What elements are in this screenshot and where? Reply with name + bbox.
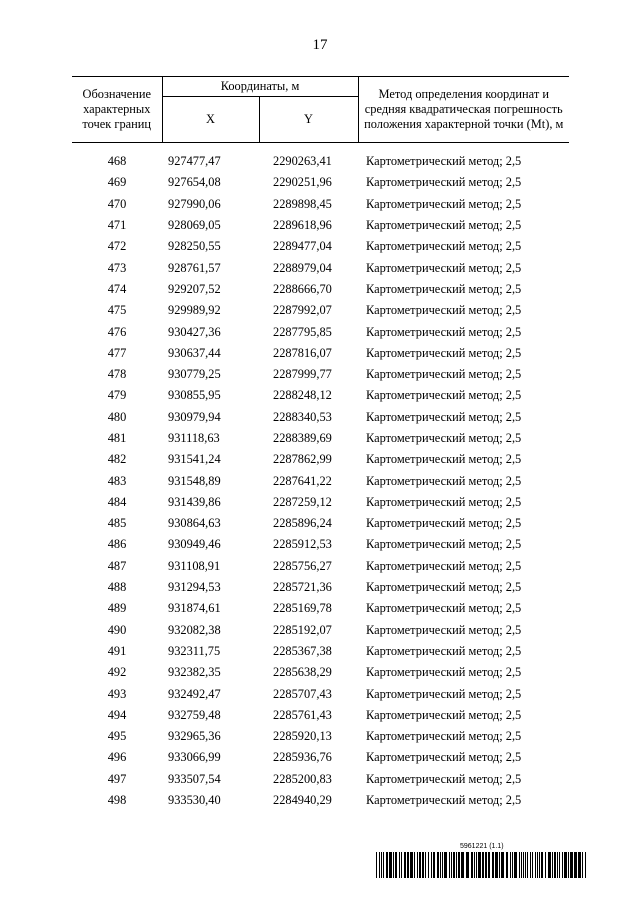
x-coordinate-cell: 929207,52 [168, 281, 221, 296]
point-id-cell: 479 [107, 388, 127, 403]
y-coordinate-cell: 2285756,27 [273, 558, 332, 573]
y-coordinate-cell: 2285638,29 [273, 665, 332, 680]
method-cell: Картометрический метод; 2,5 [366, 388, 522, 403]
header-y: Y [259, 97, 358, 143]
y-coordinate-cell: 2285912,53 [273, 537, 332, 552]
x-coordinate-cell: 932311,75 [168, 643, 221, 658]
method-cell: Картометрический метод; 2,5 [366, 367, 522, 382]
method-cell: Картометрический метод; 2,5 [366, 558, 522, 573]
x-coordinate-cell: 933530,40 [168, 793, 221, 808]
table-row [72, 598, 569, 619]
y-coordinate-cell: 2287862,99 [273, 452, 332, 467]
table-row [72, 620, 569, 641]
point-id-cell: 475 [107, 303, 127, 318]
method-cell: Картометрический метод; 2,5 [366, 601, 522, 616]
y-coordinate-cell: 2288340,53 [273, 409, 332, 424]
method-cell: Картометрический метод; 2,5 [366, 494, 522, 509]
x-coordinate-cell: 931118,63 [168, 431, 220, 445]
x-coordinate-cell: 932382,35 [168, 665, 221, 680]
method-cell: Картометрический метод; 2,5 [366, 409, 522, 424]
header-x: X [162, 97, 259, 143]
point-id-cell: 468 [107, 154, 127, 169]
y-coordinate-cell: 2289618,96 [273, 218, 332, 233]
y-coordinate-cell: 2288389,69 [273, 431, 332, 445]
table-header [72, 77, 569, 143]
point-id-cell: 483 [107, 473, 127, 488]
table-row [72, 662, 569, 683]
table-row [72, 747, 569, 768]
point-id-cell: 487 [107, 558, 127, 573]
x-coordinate-cell: 928250,55 [168, 239, 221, 254]
method-cell: Картометрический метод; 2,5 [366, 175, 522, 190]
y-coordinate-cell: 2288248,12 [273, 388, 332, 403]
point-id-cell: 477 [107, 345, 127, 360]
table-row [72, 321, 569, 342]
table-row [72, 172, 569, 193]
x-coordinate-cell: 931541,24 [168, 452, 221, 467]
y-coordinate-cell: 2289898,45 [273, 196, 332, 211]
point-id-cell: 496 [107, 750, 127, 765]
point-id-cell: 498 [107, 793, 127, 808]
x-coordinate-cell: 932965,36 [168, 729, 221, 744]
method-cell: Картометрический метод; 2,5 [366, 771, 522, 786]
method-cell: Картометрический метод; 2,5 [366, 537, 522, 552]
method-cell: Картометрический метод; 2,5 [366, 622, 522, 637]
method-cell: Картометрический метод; 2,5 [366, 218, 522, 233]
x-coordinate-cell: 929989,92 [168, 303, 221, 318]
point-id-cell: 480 [107, 409, 127, 424]
point-id-cell: 495 [107, 729, 127, 744]
x-coordinate-cell: 930949,46 [168, 537, 221, 552]
method-cell: Картометрический метод; 2,5 [366, 431, 522, 445]
table-row [72, 577, 569, 598]
method-cell: Картометрический метод; 2,5 [366, 516, 522, 531]
table-row [72, 215, 569, 236]
x-coordinate-cell: 931874,61 [168, 601, 221, 616]
x-coordinate-cell: 927654,08 [168, 175, 221, 190]
x-coordinate-cell: 927990,06 [168, 196, 221, 211]
table-row [72, 343, 569, 364]
table-row [72, 790, 569, 811]
table-row [72, 300, 569, 321]
x-coordinate-cell: 932759,48 [168, 707, 221, 722]
method-cell: Картометрический метод; 2,5 [366, 452, 522, 467]
method-cell: Картометрический метод; 2,5 [366, 154, 522, 169]
y-coordinate-cell: 2285192,07 [273, 622, 332, 637]
method-cell: Картометрический метод; 2,5 [366, 239, 522, 254]
method-cell: Картометрический метод; 2,5 [366, 665, 522, 680]
y-coordinate-cell: 2287259,12 [273, 494, 332, 509]
y-coordinate-cell: 2290263,41 [273, 154, 332, 169]
x-coordinate-cell: 927477,47 [168, 154, 221, 169]
table-row [72, 194, 569, 215]
method-cell: Картометрический метод; 2,5 [366, 793, 522, 808]
header-designation: Обозначение характерных точек границ [72, 77, 162, 143]
table-row [72, 449, 569, 470]
point-id-cell: 488 [107, 580, 127, 595]
method-cell: Картометрический метод; 2,5 [366, 345, 522, 360]
x-coordinate-cell: 930855,95 [168, 388, 221, 403]
method-cell: Картометрический метод; 2,5 [366, 281, 522, 296]
table-row [72, 726, 569, 747]
table-row [72, 364, 569, 385]
x-coordinate-cell: 930779,25 [168, 367, 221, 382]
point-id-cell: 491 [107, 643, 127, 658]
y-coordinate-cell: 2287992,07 [273, 303, 332, 318]
barcode-block [376, 843, 586, 879]
barcode-label: 5961221 (1.1) [460, 843, 504, 850]
y-coordinate-cell: 2285169,78 [273, 601, 332, 616]
y-coordinate-cell: 2285920,13 [273, 729, 332, 744]
y-coordinate-cell: 2285707,43 [273, 686, 332, 701]
x-coordinate-cell: 930427,36 [168, 324, 221, 339]
point-id-cell: 472 [107, 239, 127, 254]
y-coordinate-cell: 2287999,77 [273, 367, 332, 382]
table-row [72, 492, 569, 513]
y-coordinate-cell: 2284940,29 [273, 793, 332, 808]
table-row [72, 428, 569, 449]
point-id-cell: 471 [107, 218, 127, 233]
method-cell: Картометрический метод; 2,5 [366, 580, 522, 595]
barcode-image [376, 852, 586, 878]
x-coordinate-cell: 932492,47 [168, 686, 221, 701]
point-id-cell: 470 [107, 196, 127, 211]
method-cell: Картометрический метод; 2,5 [366, 260, 522, 275]
method-cell: Картометрический метод; 2,5 [366, 686, 522, 701]
y-coordinate-cell: 2290251,96 [273, 175, 332, 190]
point-id-cell: 473 [107, 260, 127, 275]
y-coordinate-cell: 2285896,24 [273, 516, 332, 531]
x-coordinate-cell: 928069,05 [168, 218, 221, 233]
table-row [72, 236, 569, 257]
y-coordinate-cell: 2287816,07 [273, 345, 332, 360]
point-id-cell: 469 [107, 175, 127, 190]
x-coordinate-cell: 930864,63 [168, 516, 221, 531]
header-method: Метод определения координат и средняя квадратическая погрешность положения характерной точки (Mt), м [358, 77, 569, 143]
method-cell: Картометрический метод; 2,5 [366, 473, 522, 488]
point-id-cell: 484 [107, 494, 127, 509]
x-coordinate-cell: 930637,44 [168, 345, 221, 360]
x-coordinate-cell: 928761,57 [168, 260, 221, 275]
point-id-cell: 482 [107, 452, 127, 467]
table-body [72, 151, 569, 811]
y-coordinate-cell: 2285200,83 [273, 771, 332, 786]
y-coordinate-cell: 2288666,70 [273, 281, 332, 296]
method-cell: Картометрический метод; 2,5 [366, 707, 522, 722]
table-row [72, 769, 569, 790]
table-row [72, 279, 569, 300]
header-coordinates: Координаты, м [162, 77, 358, 97]
x-coordinate-cell: 931294,53 [168, 580, 221, 595]
x-coordinate-cell: 931108,91 [168, 558, 221, 573]
point-id-cell: 497 [107, 771, 127, 786]
coordinates-table [72, 76, 569, 811]
y-coordinate-cell: 2285367,38 [273, 643, 332, 658]
method-cell: Картометрический метод; 2,5 [366, 729, 522, 744]
point-id-cell: 489 [107, 601, 127, 616]
method-cell: Картометрический метод; 2,5 [366, 196, 522, 211]
y-coordinate-cell: 2289477,04 [273, 239, 332, 254]
method-cell: Картометрический метод; 2,5 [366, 643, 522, 658]
y-coordinate-cell: 2285936,76 [273, 750, 332, 765]
table-row [72, 534, 569, 555]
table-row [72, 257, 569, 278]
method-cell: Картометрический метод; 2,5 [366, 303, 522, 318]
table-row [72, 513, 569, 534]
x-coordinate-cell: 933066,99 [168, 750, 221, 765]
x-coordinate-cell: 931439,86 [168, 494, 221, 509]
point-id-cell: 476 [107, 324, 127, 339]
y-coordinate-cell: 2285761,43 [273, 707, 332, 722]
table-row [72, 151, 569, 172]
method-cell: Картометрический метод; 2,5 [366, 750, 522, 765]
y-coordinate-cell: 2288979,04 [273, 260, 332, 275]
point-id-cell: 474 [107, 281, 127, 296]
x-coordinate-cell: 933507,54 [168, 771, 221, 786]
point-id-cell: 490 [107, 622, 127, 637]
table-row [72, 683, 569, 704]
x-coordinate-cell: 932082,38 [168, 622, 221, 637]
point-id-cell: 493 [107, 686, 127, 701]
point-id-cell: 485 [107, 516, 127, 531]
table-row [72, 705, 569, 726]
table-row [72, 407, 569, 428]
table-row [72, 470, 569, 491]
point-id-cell: 486 [107, 537, 127, 552]
point-id-cell: 481 [107, 431, 127, 445]
x-coordinate-cell: 931548,89 [168, 473, 221, 488]
table-row [72, 641, 569, 662]
point-id-cell: 494 [107, 707, 127, 722]
point-id-cell: 478 [107, 367, 127, 382]
y-coordinate-cell: 2287795,85 [273, 324, 332, 339]
method-cell: Картометрический метод; 2,5 [366, 324, 522, 339]
table-row [72, 385, 569, 406]
y-coordinate-cell: 2285721,36 [273, 580, 332, 595]
table-row [72, 556, 569, 577]
x-coordinate-cell: 930979,94 [168, 409, 221, 424]
point-id-cell: 492 [107, 665, 127, 680]
y-coordinate-cell: 2287641,22 [273, 473, 332, 488]
page-number: 17 [312, 37, 328, 53]
